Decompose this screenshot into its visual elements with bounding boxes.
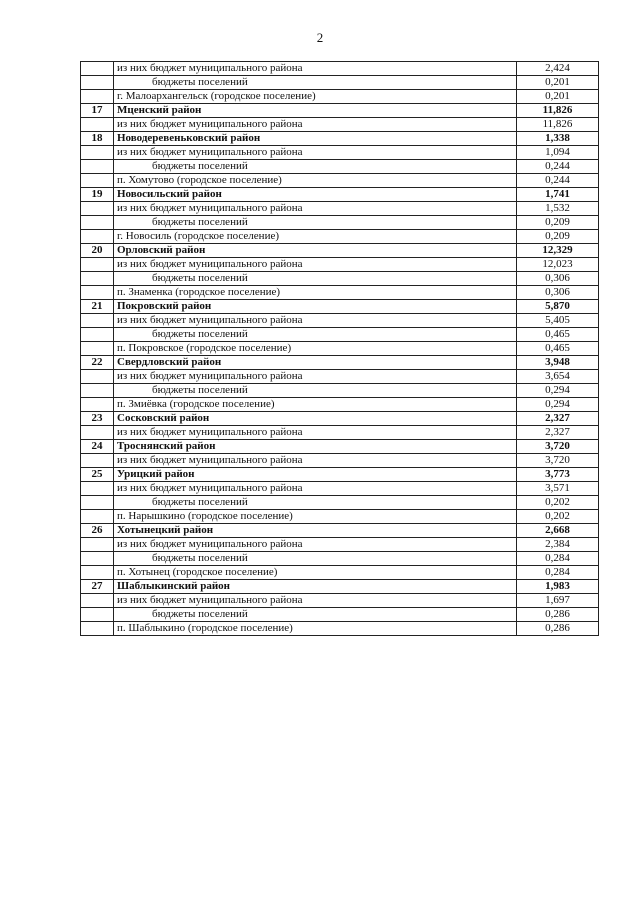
budget-item-name: бюджеты поселений bbox=[114, 608, 517, 622]
budget-value: 0,202 bbox=[517, 510, 599, 524]
row-number bbox=[81, 62, 114, 76]
budget-item-name: п. Нарышкино (городское поселение) bbox=[114, 510, 517, 524]
budget-item-name: из них бюджет муниципального района bbox=[114, 370, 517, 384]
row-number bbox=[81, 594, 114, 608]
district-name: Свердловский район bbox=[114, 356, 517, 370]
district-row bbox=[81, 188, 599, 202]
budget-table-body bbox=[81, 62, 599, 636]
budget-item-name: г. Новосиль (городское поселение) bbox=[114, 230, 517, 244]
budget-value: 3,720 bbox=[517, 454, 599, 468]
budget-value: 0,201 bbox=[517, 90, 599, 104]
budget-item-name: п. Хотынец (городское поселение) bbox=[114, 566, 517, 580]
district-row bbox=[81, 524, 599, 538]
row-number bbox=[81, 426, 114, 440]
district-name: Мценский район bbox=[114, 104, 517, 118]
district-row bbox=[81, 356, 599, 370]
table-row bbox=[81, 622, 599, 636]
budget-value: 5,405 bbox=[517, 314, 599, 328]
budget-value: 0,465 bbox=[517, 328, 599, 342]
budget-value: 2,424 bbox=[517, 62, 599, 76]
budget-value: 3,654 bbox=[517, 370, 599, 384]
budget-item-name: бюджеты поселений bbox=[114, 384, 517, 398]
row-number: 18 bbox=[81, 132, 114, 146]
table-row bbox=[81, 370, 599, 384]
budget-value: 1,741 bbox=[517, 188, 599, 202]
row-number bbox=[81, 538, 114, 552]
budget-value: 2,327 bbox=[517, 412, 599, 426]
row-number bbox=[81, 174, 114, 188]
row-number bbox=[81, 230, 114, 244]
budget-value: 1,338 bbox=[517, 132, 599, 146]
table-row bbox=[81, 286, 599, 300]
row-number bbox=[81, 566, 114, 580]
row-number: 21 bbox=[81, 300, 114, 314]
row-number bbox=[81, 482, 114, 496]
budget-item-name: п. Змиёвка (городское поселение) bbox=[114, 398, 517, 412]
budget-item-name: из них бюджет муниципального района bbox=[114, 62, 517, 76]
budget-value: 3,773 bbox=[517, 468, 599, 482]
district-row bbox=[81, 132, 599, 146]
budget-item-name: бюджеты поселений bbox=[114, 216, 517, 230]
budget-value: 12,023 bbox=[517, 258, 599, 272]
table-row bbox=[81, 76, 599, 90]
budget-item-name: из них бюджет муниципального района bbox=[114, 454, 517, 468]
budget-value: 1,983 bbox=[517, 580, 599, 594]
district-name: Троснянский район bbox=[114, 440, 517, 454]
budget-item-name: п. Знаменка (городское поселение) bbox=[114, 286, 517, 300]
budget-value: 0,294 bbox=[517, 398, 599, 412]
budget-item-name: бюджеты поселений bbox=[114, 496, 517, 510]
table-row bbox=[81, 510, 599, 524]
budget-value: 0,284 bbox=[517, 566, 599, 580]
budget-value: 11,826 bbox=[517, 104, 599, 118]
row-number: 24 bbox=[81, 440, 114, 454]
district-row bbox=[81, 244, 599, 258]
row-number bbox=[81, 90, 114, 104]
district-name: Хотынецкий район bbox=[114, 524, 517, 538]
district-row bbox=[81, 440, 599, 454]
budget-value: 0,202 bbox=[517, 496, 599, 510]
table-row bbox=[81, 202, 599, 216]
budget-item-name: бюджеты поселений bbox=[114, 272, 517, 286]
budget-value: 1,094 bbox=[517, 146, 599, 160]
row-number bbox=[81, 258, 114, 272]
row-number: 17 bbox=[81, 104, 114, 118]
budget-item-name: из них бюджет муниципального района bbox=[114, 426, 517, 440]
table-row bbox=[81, 62, 599, 76]
budget-value: 0,209 bbox=[517, 230, 599, 244]
budget-value: 0,244 bbox=[517, 174, 599, 188]
budget-value: 11,826 bbox=[517, 118, 599, 132]
district-row bbox=[81, 468, 599, 482]
table-row bbox=[81, 496, 599, 510]
row-number bbox=[81, 370, 114, 384]
row-number bbox=[81, 552, 114, 566]
budget-value: 0,286 bbox=[517, 608, 599, 622]
row-number bbox=[81, 454, 114, 468]
table-row bbox=[81, 384, 599, 398]
budget-item-name: п. Хомутово (городское поселение) bbox=[114, 174, 517, 188]
budget-item-name: из них бюджет муниципального района bbox=[114, 118, 517, 132]
row-number bbox=[81, 608, 114, 622]
table-row bbox=[81, 230, 599, 244]
row-number: 22 bbox=[81, 356, 114, 370]
district-name: Шаблыкинский район bbox=[114, 580, 517, 594]
budget-item-name: г. Малоархангельск (городское поселение) bbox=[114, 90, 517, 104]
budget-item-name: из них бюджет муниципального района bbox=[114, 146, 517, 160]
row-number: 23 bbox=[81, 412, 114, 426]
budget-value: 2,327 bbox=[517, 426, 599, 440]
budget-item-name: из них бюджет муниципального района bbox=[114, 538, 517, 552]
budget-item-name: бюджеты поселений bbox=[114, 328, 517, 342]
district-row bbox=[81, 104, 599, 118]
budget-value: 2,384 bbox=[517, 538, 599, 552]
budget-value: 3,571 bbox=[517, 482, 599, 496]
budget-value: 0,209 bbox=[517, 216, 599, 230]
row-number bbox=[81, 272, 114, 286]
table-row bbox=[81, 90, 599, 104]
budget-value: 2,668 bbox=[517, 524, 599, 538]
row-number bbox=[81, 146, 114, 160]
row-number: 19 bbox=[81, 188, 114, 202]
row-number: 26 bbox=[81, 524, 114, 538]
table-row bbox=[81, 272, 599, 286]
district-row bbox=[81, 300, 599, 314]
table-row bbox=[81, 426, 599, 440]
table-row bbox=[81, 594, 599, 608]
budget-value: 1,532 bbox=[517, 202, 599, 216]
budget-item-name: из них бюджет муниципального района bbox=[114, 314, 517, 328]
table-row bbox=[81, 608, 599, 622]
row-number bbox=[81, 202, 114, 216]
budget-table bbox=[80, 61, 599, 636]
budget-value: 0,306 bbox=[517, 272, 599, 286]
budget-item-name: бюджеты поселений bbox=[114, 160, 517, 174]
district-name: Новосильский район bbox=[114, 188, 517, 202]
row-number bbox=[81, 160, 114, 174]
budget-value: 0,244 bbox=[517, 160, 599, 174]
row-number bbox=[81, 510, 114, 524]
budget-value: 12,329 bbox=[517, 244, 599, 258]
row-number bbox=[81, 328, 114, 342]
budget-value: 3,720 bbox=[517, 440, 599, 454]
row-number bbox=[81, 398, 114, 412]
district-name: Урицкий район bbox=[114, 468, 517, 482]
row-number bbox=[81, 342, 114, 356]
budget-value: 5,870 bbox=[517, 300, 599, 314]
table-row bbox=[81, 258, 599, 272]
row-number bbox=[81, 314, 114, 328]
district-row bbox=[81, 412, 599, 426]
budget-value: 0,284 bbox=[517, 552, 599, 566]
district-name: Орловский район bbox=[114, 244, 517, 258]
table-row bbox=[81, 328, 599, 342]
district-row bbox=[81, 580, 599, 594]
district-name: Покровский район bbox=[114, 300, 517, 314]
page-number: 2 bbox=[316, 30, 324, 45]
table-row bbox=[81, 482, 599, 496]
row-number bbox=[81, 496, 114, 510]
row-number bbox=[81, 216, 114, 230]
budget-value: 0,294 bbox=[517, 384, 599, 398]
district-name: Новодеревеньковский район bbox=[114, 132, 517, 146]
district-name: Сосковский район bbox=[114, 412, 517, 426]
table-row bbox=[81, 216, 599, 230]
row-number: 27 bbox=[81, 580, 114, 594]
row-number: 20 bbox=[81, 244, 114, 258]
row-number: 25 bbox=[81, 468, 114, 482]
budget-item-name: из них бюджет муниципального района bbox=[114, 258, 517, 272]
budget-item-name: из них бюджет муниципального района bbox=[114, 202, 517, 216]
table-row bbox=[81, 566, 599, 580]
table-row bbox=[81, 552, 599, 566]
table-row bbox=[81, 160, 599, 174]
row-number bbox=[81, 622, 114, 636]
row-number bbox=[81, 76, 114, 90]
table-row bbox=[81, 538, 599, 552]
table-row bbox=[81, 398, 599, 412]
table-row bbox=[81, 146, 599, 160]
budget-value: 0,201 bbox=[517, 76, 599, 90]
budget-value: 1,697 bbox=[517, 594, 599, 608]
row-number bbox=[81, 118, 114, 132]
budget-item-name: из них бюджет муниципального района bbox=[114, 594, 517, 608]
row-number bbox=[81, 286, 114, 300]
table-row bbox=[81, 454, 599, 468]
table-row bbox=[81, 118, 599, 132]
budget-item-name: из них бюджет муниципального района bbox=[114, 482, 517, 496]
table-row bbox=[81, 314, 599, 328]
budget-item-name: бюджеты поселений bbox=[114, 552, 517, 566]
table-row bbox=[81, 174, 599, 188]
budget-item-name: бюджеты поселений bbox=[114, 76, 517, 90]
budget-item-name: п. Покровское (городское поселение) bbox=[114, 342, 517, 356]
budget-value: 3,948 bbox=[517, 356, 599, 370]
budget-value: 0,286 bbox=[517, 622, 599, 636]
row-number bbox=[81, 384, 114, 398]
budget-value: 0,306 bbox=[517, 286, 599, 300]
budget-item-name: п. Шаблыкино (городское поселение) bbox=[114, 622, 517, 636]
table-row bbox=[81, 342, 599, 356]
budget-value: 0,465 bbox=[517, 342, 599, 356]
